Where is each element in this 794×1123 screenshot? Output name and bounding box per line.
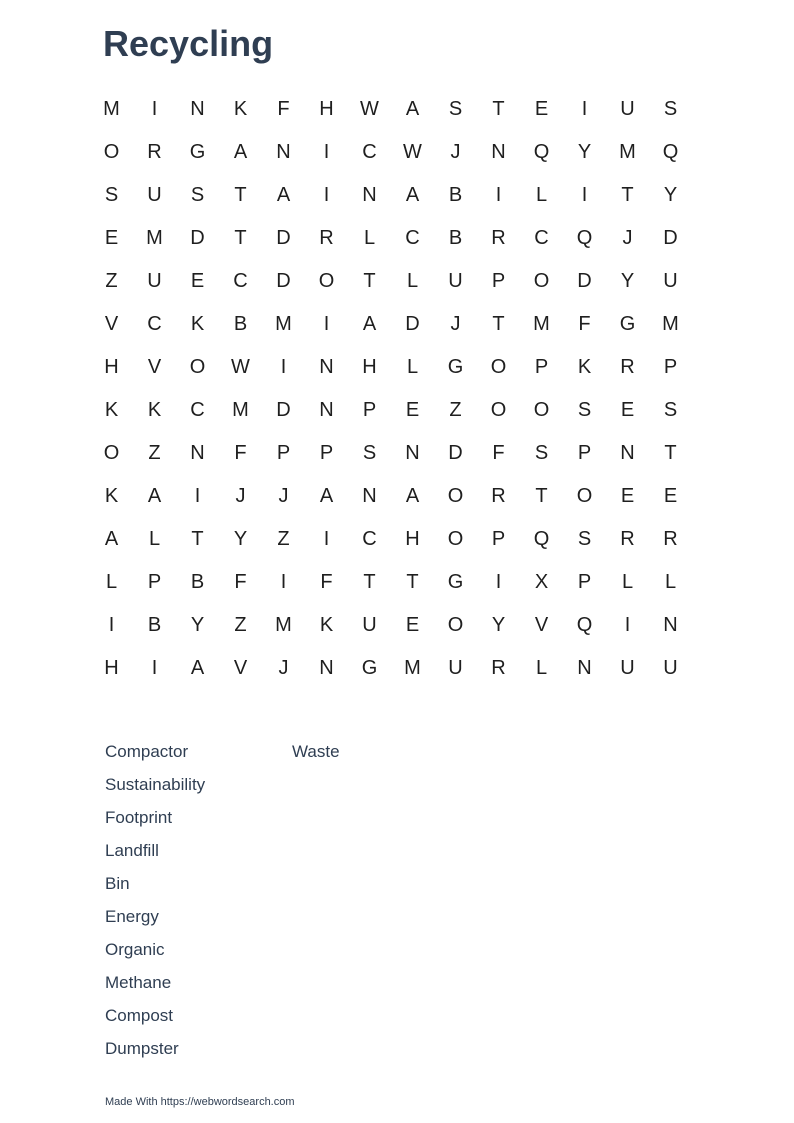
grid-cell: G bbox=[361, 657, 378, 679]
grid-cell: P bbox=[663, 356, 678, 378]
grid-cell: Q bbox=[576, 614, 593, 636]
grid-cell: E bbox=[620, 399, 635, 421]
grid-cell: P bbox=[534, 356, 549, 378]
grid-cell: N bbox=[190, 98, 205, 120]
grid-cell: F bbox=[578, 313, 591, 335]
grid-cell: T bbox=[363, 270, 376, 292]
grid-cell: N bbox=[276, 141, 291, 163]
grid-cell: Z bbox=[449, 399, 462, 421]
grid-cell: D bbox=[276, 399, 291, 421]
grid-cell: S bbox=[663, 399, 678, 421]
grid-cell: J bbox=[622, 227, 633, 249]
grid-cell: L bbox=[406, 270, 419, 292]
grid-cell: O bbox=[447, 614, 464, 636]
grid-cell: L bbox=[406, 356, 419, 378]
grid-cell: C bbox=[362, 528, 377, 550]
grid-cell: H bbox=[319, 98, 334, 120]
grid-cell: U bbox=[448, 657, 463, 679]
grid-cell: C bbox=[534, 227, 549, 249]
grid-cell: T bbox=[234, 227, 247, 249]
grid-cell: O bbox=[490, 356, 507, 378]
grid-cell: W bbox=[360, 98, 379, 120]
grid-cell: C bbox=[362, 141, 377, 163]
grid-cell: U bbox=[147, 184, 162, 206]
grid-cell: Z bbox=[277, 528, 290, 550]
grid-cell: C bbox=[405, 227, 420, 249]
grid-cell: P bbox=[319, 442, 334, 464]
grid-cell: N bbox=[319, 356, 334, 378]
grid-cell: P bbox=[577, 442, 592, 464]
grid-cell: T bbox=[535, 485, 548, 507]
grid-cell: M bbox=[662, 313, 679, 335]
grid-cell: C bbox=[147, 313, 162, 335]
word-list-item: Sustainability bbox=[105, 775, 206, 794]
grid-cell: W bbox=[231, 356, 250, 378]
grid-cell: Y bbox=[233, 528, 248, 550]
grid-cell: A bbox=[405, 184, 420, 206]
grid-cell: N bbox=[577, 657, 592, 679]
grid-cell: D bbox=[276, 227, 291, 249]
grid-cell: V bbox=[104, 313, 119, 335]
grid-cell: Y bbox=[491, 614, 506, 636]
grid-cell: L bbox=[105, 571, 118, 593]
grid-cell: Q bbox=[576, 227, 593, 249]
grid-cell: G bbox=[447, 356, 464, 378]
grid-cell: R bbox=[620, 528, 635, 550]
grid-cell: P bbox=[362, 399, 377, 421]
word-list-item: Methane bbox=[105, 973, 172, 992]
grid-cell: K bbox=[233, 98, 248, 120]
grid-cell: J bbox=[450, 313, 461, 335]
grid-cell: A bbox=[147, 485, 162, 507]
grid-cell: Z bbox=[105, 270, 118, 292]
grid-cell: S bbox=[663, 98, 678, 120]
grid-cell: J bbox=[278, 485, 289, 507]
grid-cell: O bbox=[576, 485, 593, 507]
grid-cell: I bbox=[581, 184, 588, 206]
word-list-column-1 bbox=[105, 735, 205, 1065]
grid-cell: T bbox=[234, 184, 247, 206]
grid-cell: S bbox=[190, 184, 205, 206]
grid-cell: T bbox=[492, 313, 505, 335]
grid-cell: J bbox=[278, 657, 289, 679]
grid-cell: N bbox=[663, 614, 678, 636]
grid-cell: L bbox=[621, 571, 634, 593]
grid-cell: D bbox=[276, 270, 291, 292]
grid-cell: O bbox=[103, 442, 120, 464]
grid-cell: M bbox=[275, 313, 292, 335]
grid-cell: R bbox=[663, 528, 678, 550]
grid-cell: T bbox=[406, 571, 419, 593]
grid-cell: L bbox=[363, 227, 376, 249]
grid-cell: N bbox=[491, 141, 506, 163]
grid-cell: A bbox=[190, 657, 205, 679]
grid-cell: Q bbox=[662, 141, 679, 163]
grid-cell: K bbox=[319, 614, 334, 636]
word-list-item: Energy bbox=[105, 907, 159, 926]
grid-cell: H bbox=[104, 356, 119, 378]
word-list-item: Landfill bbox=[105, 841, 159, 860]
grid-cell: V bbox=[534, 614, 549, 636]
grid-cell: U bbox=[448, 270, 463, 292]
grid-cell: M bbox=[533, 313, 550, 335]
grid-cell: J bbox=[450, 141, 461, 163]
word-list-item: Compost bbox=[105, 1006, 174, 1025]
grid-cell: E bbox=[104, 227, 119, 249]
grid-cell: L bbox=[535, 184, 548, 206]
grid-cell: H bbox=[405, 528, 420, 550]
grid-cell: S bbox=[577, 528, 592, 550]
grid-cell: R bbox=[319, 227, 334, 249]
grid-cell: B bbox=[233, 313, 248, 335]
grid-cell: B bbox=[448, 184, 463, 206]
grid-cell: I bbox=[495, 184, 502, 206]
grid-cell: E bbox=[620, 485, 635, 507]
grid-cell: P bbox=[577, 571, 592, 593]
grid-cell: T bbox=[191, 528, 204, 550]
grid-cell: G bbox=[189, 141, 206, 163]
grid-cell: F bbox=[492, 442, 505, 464]
grid-cell: Y bbox=[663, 184, 678, 206]
grid-cell: S bbox=[577, 399, 592, 421]
grid-cell: N bbox=[405, 442, 420, 464]
grid-cell: O bbox=[103, 141, 120, 163]
grid-cell: N bbox=[362, 184, 377, 206]
grid-cell: M bbox=[619, 141, 636, 163]
grid-cell: A bbox=[362, 313, 377, 335]
grid-cell: R bbox=[147, 141, 162, 163]
grid-cell: O bbox=[318, 270, 335, 292]
grid-cell: F bbox=[320, 571, 333, 593]
grid-cell: U bbox=[362, 614, 377, 636]
grid-cell: D bbox=[405, 313, 420, 335]
word-list bbox=[105, 735, 605, 1065]
grid-cell: Z bbox=[148, 442, 161, 464]
grid-cell: B bbox=[147, 614, 162, 636]
grid-cell: T bbox=[664, 442, 677, 464]
grid-cell: Q bbox=[533, 528, 550, 550]
grid-cell: K bbox=[104, 485, 119, 507]
grid-cell: E bbox=[190, 270, 205, 292]
grid-cell: I bbox=[280, 571, 287, 593]
grid-cell: N bbox=[319, 657, 334, 679]
grid-cell: N bbox=[362, 485, 377, 507]
grid-cell: S bbox=[362, 442, 377, 464]
grid-cell: F bbox=[277, 98, 290, 120]
grid-cell: P bbox=[491, 270, 506, 292]
grid-cell: C bbox=[190, 399, 205, 421]
grid-cell: V bbox=[147, 356, 162, 378]
grid-cell: I bbox=[323, 313, 330, 335]
word-list-item: Dumpster bbox=[105, 1039, 179, 1058]
grid-cell: H bbox=[104, 657, 119, 679]
grid-cell: U bbox=[663, 657, 678, 679]
grid-cell: R bbox=[491, 227, 506, 249]
grid-cell: N bbox=[190, 442, 205, 464]
grid-cell: N bbox=[319, 399, 334, 421]
grid-cell: O bbox=[447, 485, 464, 507]
grid-cell: K bbox=[190, 313, 205, 335]
grid-cell: A bbox=[233, 141, 248, 163]
grid-cell: A bbox=[405, 98, 420, 120]
grid-cell: R bbox=[491, 657, 506, 679]
grid-cell: W bbox=[403, 141, 422, 163]
grid-cell: U bbox=[620, 657, 635, 679]
grid-cell: D bbox=[577, 270, 592, 292]
grid-cell: G bbox=[447, 571, 464, 593]
grid-cell: K bbox=[147, 399, 162, 421]
word-list-column-2 bbox=[292, 735, 340, 768]
grid-cell: O bbox=[189, 356, 206, 378]
grid-cell: M bbox=[404, 657, 421, 679]
grid-cell: T bbox=[492, 98, 505, 120]
grid-cell: I bbox=[151, 98, 158, 120]
grid-cell: X bbox=[534, 571, 549, 593]
grid-cell: K bbox=[104, 399, 119, 421]
grid-cell: L bbox=[148, 528, 161, 550]
grid-cell: Y bbox=[577, 141, 592, 163]
grid-cell: I bbox=[323, 141, 330, 163]
word-list-item: Organic bbox=[105, 940, 165, 959]
grid-cell: L bbox=[535, 657, 548, 679]
word-list-item: Bin bbox=[105, 874, 130, 893]
grid-cell: Y bbox=[620, 270, 635, 292]
grid-cell: B bbox=[448, 227, 463, 249]
grid-cell: G bbox=[619, 313, 636, 335]
footer-credit: Made With https://webwordsearch.com bbox=[105, 1096, 295, 1108]
grid-cell: Y bbox=[190, 614, 205, 636]
grid-cell: P bbox=[147, 571, 162, 593]
grid-cell: T bbox=[363, 571, 376, 593]
grid-cell: T bbox=[621, 184, 634, 206]
grid-cell: I bbox=[323, 184, 330, 206]
grid-cell: C bbox=[233, 270, 248, 292]
grid-cell: U bbox=[663, 270, 678, 292]
word-list-item: Footprint bbox=[105, 808, 173, 827]
grid-cell: M bbox=[103, 98, 120, 120]
grid-cell: D bbox=[190, 227, 205, 249]
grid-cell: M bbox=[232, 399, 249, 421]
grid-cell: S bbox=[448, 98, 463, 120]
grid-cell: F bbox=[234, 571, 247, 593]
grid-cell: O bbox=[533, 270, 550, 292]
grid-cell: D bbox=[663, 227, 678, 249]
grid-cell: U bbox=[147, 270, 162, 292]
grid-cell: P bbox=[276, 442, 291, 464]
grid-cell: P bbox=[491, 528, 506, 550]
grid-cell: I bbox=[280, 356, 287, 378]
grid-cell: E bbox=[534, 98, 549, 120]
grid-cell: O bbox=[490, 399, 507, 421]
grid-cell: E bbox=[405, 399, 420, 421]
grid-cell: A bbox=[276, 184, 291, 206]
grid-cell: A bbox=[405, 485, 420, 507]
grid-cell: A bbox=[104, 528, 119, 550]
grid-cell: D bbox=[448, 442, 463, 464]
grid-cell: M bbox=[146, 227, 163, 249]
grid-cell: Z bbox=[234, 614, 247, 636]
grid-cell: I bbox=[624, 614, 631, 636]
grid-cell: H bbox=[362, 356, 377, 378]
grid-cell: I bbox=[108, 614, 115, 636]
grid-cell: I bbox=[194, 485, 201, 507]
grid-cell: F bbox=[234, 442, 247, 464]
grid-cell: I bbox=[495, 571, 502, 593]
grid-cell: K bbox=[577, 356, 592, 378]
grid-cell: S bbox=[534, 442, 549, 464]
grid-cell: O bbox=[533, 399, 550, 421]
grid-cell: R bbox=[620, 356, 635, 378]
word-list-item: Compactor bbox=[105, 742, 189, 761]
grid-cell: Q bbox=[533, 141, 550, 163]
grid-cell: V bbox=[233, 657, 248, 679]
grid-cell: A bbox=[319, 485, 334, 507]
page-title: Recycling bbox=[103, 23, 274, 64]
word-list-item: Waste bbox=[292, 742, 340, 761]
grid-cell: J bbox=[235, 485, 246, 507]
grid-cell: U bbox=[620, 98, 635, 120]
grid-cell: I bbox=[323, 528, 330, 550]
grid-cell: N bbox=[620, 442, 635, 464]
grid-cell: I bbox=[581, 98, 588, 120]
grid-cell: B bbox=[190, 571, 205, 593]
grid-cell: O bbox=[447, 528, 464, 550]
grid-cell: I bbox=[151, 657, 158, 679]
grid-cell: S bbox=[104, 184, 119, 206]
grid-cell: R bbox=[491, 485, 506, 507]
grid-cell: E bbox=[405, 614, 420, 636]
grid-cell: E bbox=[663, 485, 678, 507]
grid-cell: L bbox=[664, 571, 677, 593]
letter-grid bbox=[90, 88, 692, 690]
grid-cell: M bbox=[275, 614, 292, 636]
